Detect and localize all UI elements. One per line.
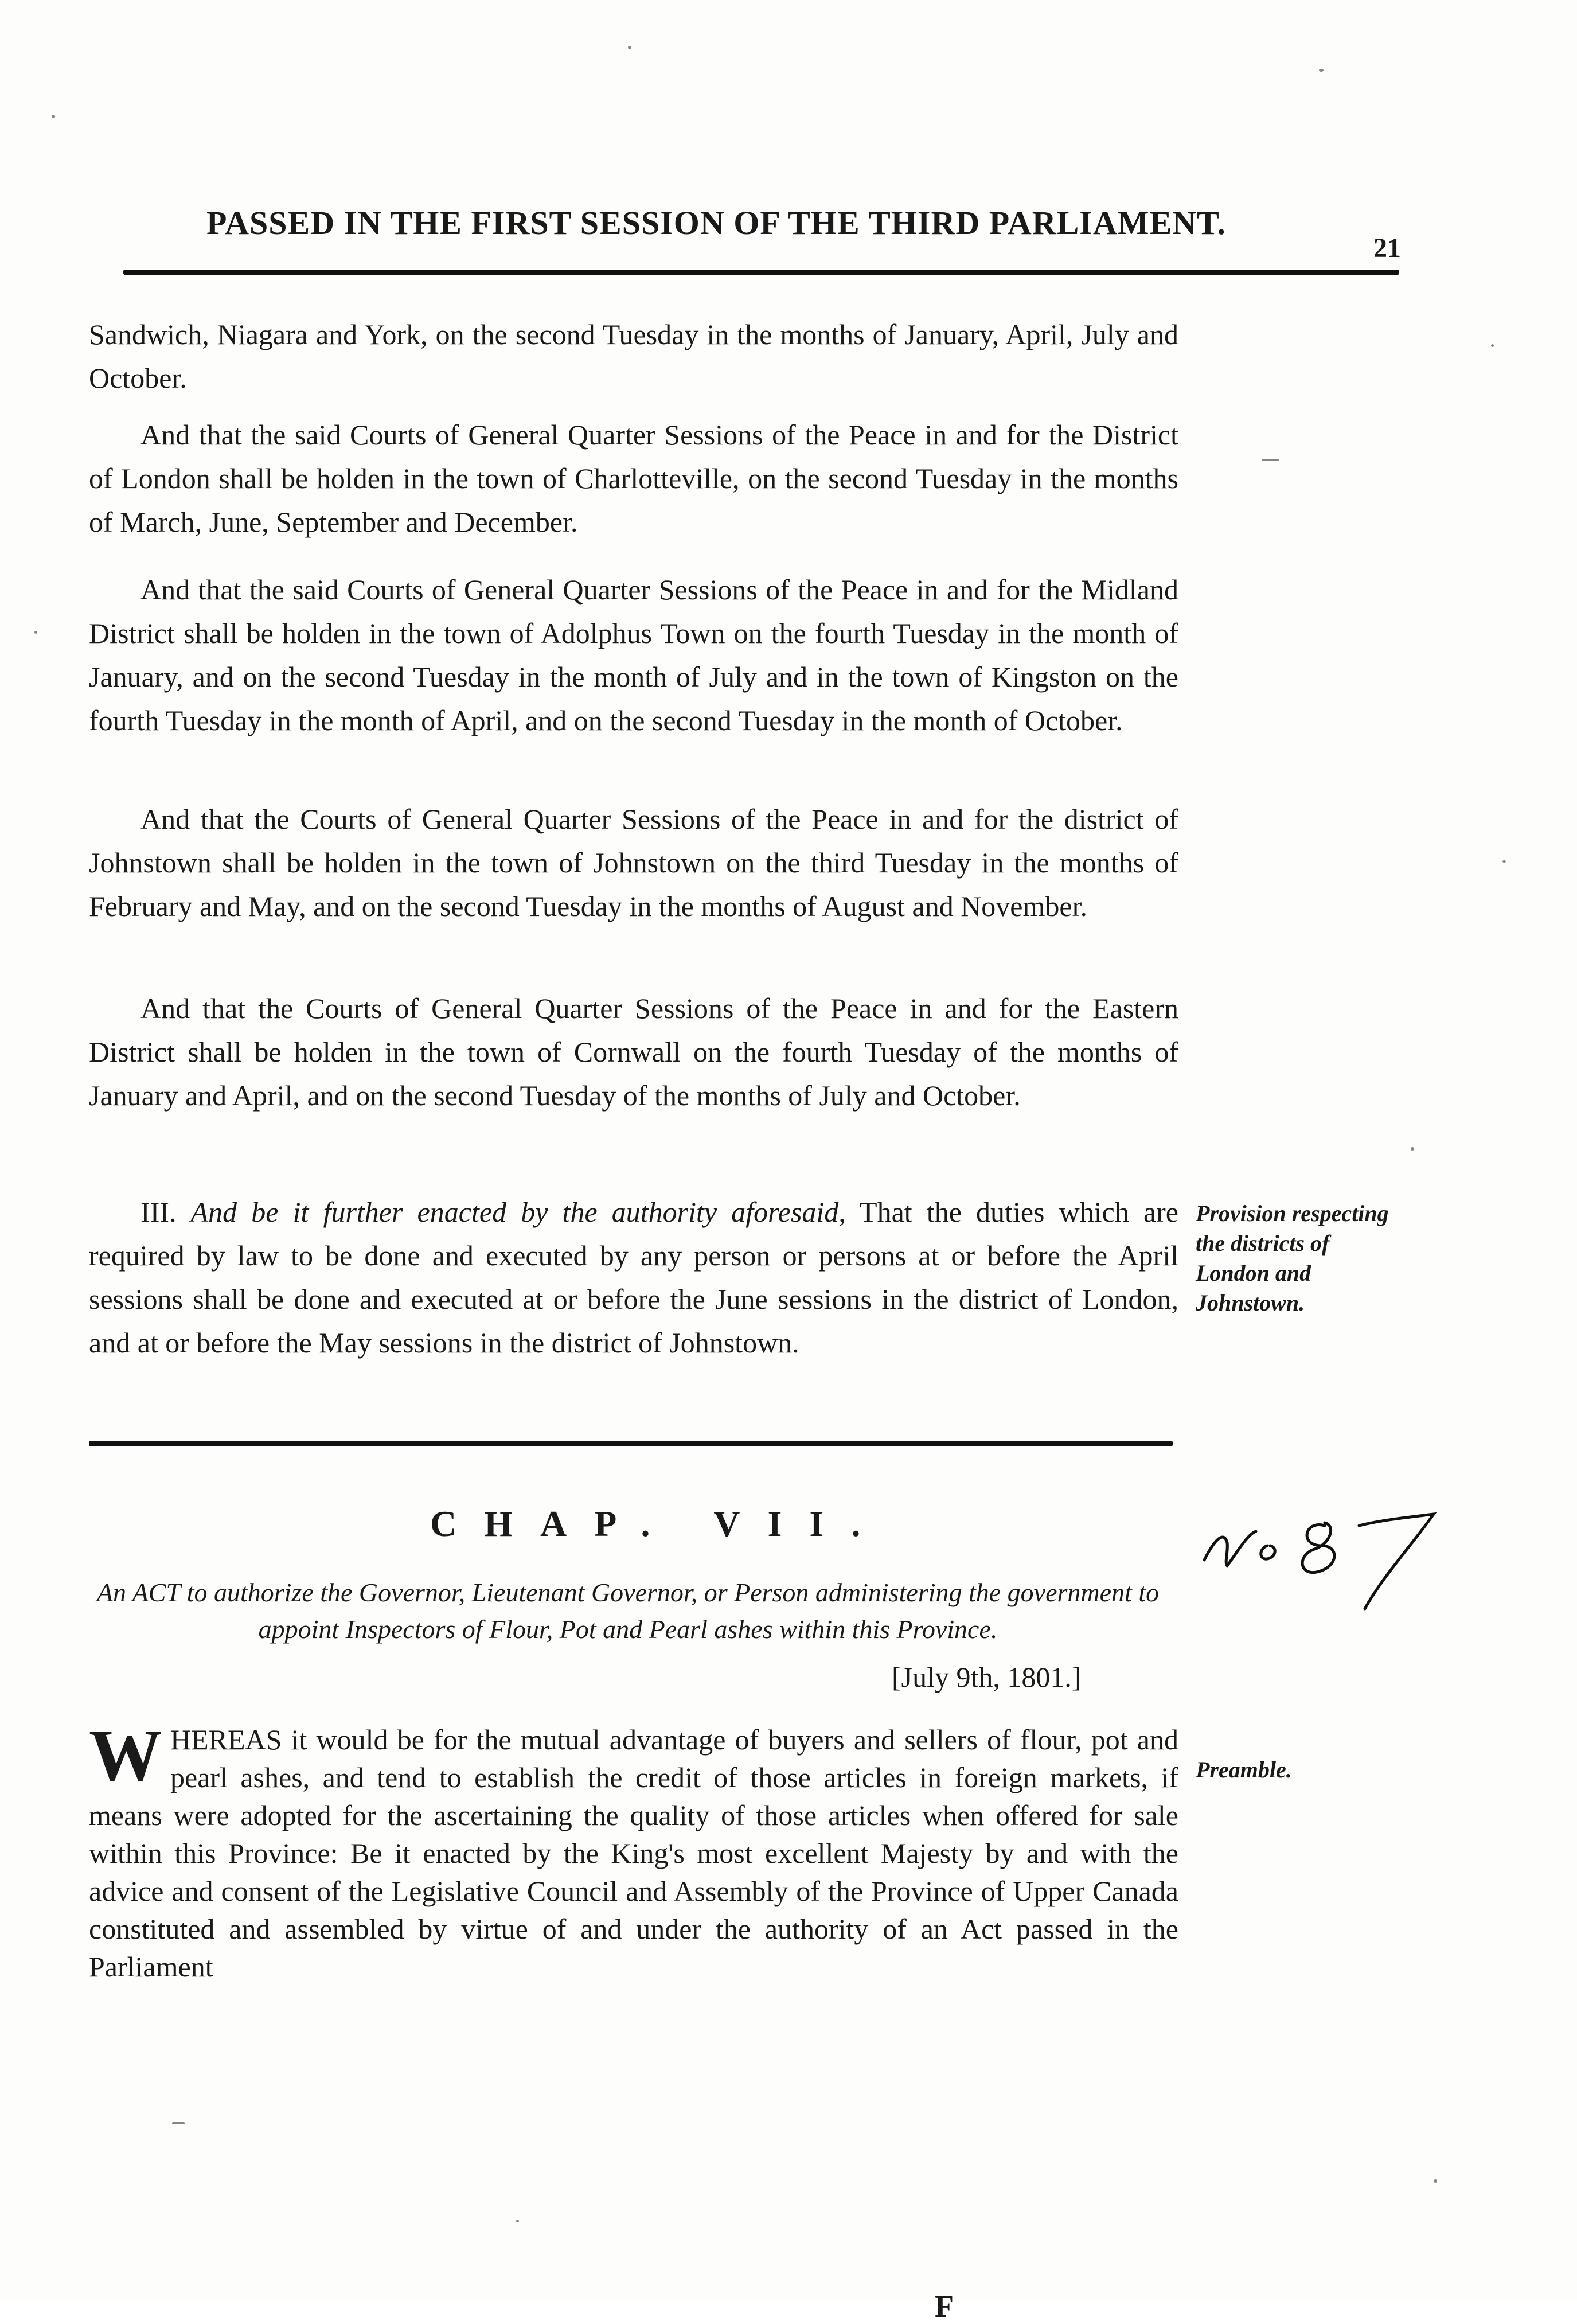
paragraph-eastern-district [89, 986, 1178, 1117]
page-number: 21 [1373, 233, 1401, 263]
scan-speck [172, 2122, 185, 2124]
header-rule [123, 270, 1399, 275]
scan-speck [628, 46, 631, 49]
section-three-text [89, 1190, 1178, 1364]
chapter-title: CHAP. VII. [430, 1503, 888, 1544]
act-title: An ACT to authorize the Governor, Lieutenant Governor, or Person administering the government to appoint Inspectors of Flour, Pot and Pearl ashes within this Province. [96, 1578, 1160, 1644]
scan-speck [34, 631, 37, 634]
scan-speck [1434, 2179, 1437, 2183]
section-body: That the duties which are required by law to be done and executed by any person or persons at or before the April sessions shall be done and executed at or before the June sessions in the district of London, and at or before the May sessions in the district of Johnstown. [89, 1196, 1179, 1359]
paragraph-text: And that the said Courts of General Quarter Sessions of the Peace in and for the Midland District shall be holden in the town of Adolphus Town on the fourth Tuesday in the month of January, and on the second Tuesday in the month of July and in the town of Kingston on the fourth Tuesday in the month of April, and on the second Tuesday in the month of October. [89, 574, 1178, 736]
scan-speck [1491, 344, 1494, 347]
paragraph-text: And that the Courts of General Quarter Sessions of the Peace in and for the Eastern District shall be holden in the town of Cornwall on the fourth Tuesday of the months of January and April, and on the second Tuesday of the months of July and October. [89, 992, 1178, 1112]
scan-speck [1411, 1147, 1414, 1151]
handwritten-annotation [1193, 1491, 1457, 1617]
preamble-paragraph [89, 1714, 1178, 1986]
scan-speck [52, 115, 55, 118]
section-three [89, 1190, 1178, 1364]
act-date: [July 9th, 1801.] [892, 1661, 1082, 1693]
scan-speck [1262, 459, 1279, 461]
section-number: III. [140, 1196, 177, 1228]
enacting-clause: And be it further enacted by the authority aforesaid, [190, 1196, 846, 1228]
scan-speck [1319, 69, 1324, 72]
scan-speck [516, 2220, 519, 2222]
paragraph-text: And that the said Courts of General Quarter Sessions of the Peace in and for the District of London shall be holden in the town of Charlotteville, on the second Tuesday in the months of March, June, September and December. [89, 419, 1178, 538]
signature-mark: F [935, 2289, 954, 2323]
preamble-text: HEREAS it would be for the mutual advantage of buyers and sellers of flour, pot and pearl ashes, and tend to establish the credit of those articles in foreign markets, if means were adopted for the ascertaining the quality of those articles when offered for sale within this Province: Be it enacted by the King's most excellent Majesty by and with the advice and consent of the Legislative Council and Assembly of the Province of Upper Canada constituted and assembled by virtue of and under the authority of an Act passed in the Parliament [89, 1723, 1178, 1983]
drop-cap: W [89, 1714, 162, 1796]
scan-speck [1502, 860, 1506, 863]
margin-note-preamble: Preamble. [1196, 1757, 1292, 1783]
paragraph-london-district [89, 413, 1178, 544]
margin-note-provision: Provision respecting the districts of London and Johnstown. [1196, 1200, 1389, 1316]
paragraph-text: And that the Courts of General Quarter Sessions of the Peace in and for the district of Johnstown shall be holden in the town of Johnstown on the third Tuesday in the months of February and May, and on the second Tuesday in the months of August and November. [89, 803, 1178, 922]
paragraph-midland-district [89, 568, 1178, 742]
paragraph-text: Sandwich, Niagara and York, on the second Tuesday in the months of January, April, July and October. [89, 318, 1178, 394]
running-head: PASSED IN THE FIRST SESSION OF THE THIRD PARLIAMENT. [206, 204, 1226, 241]
paragraph-johnstown-district [89, 797, 1178, 928]
section-divider-rule [89, 1441, 1173, 1446]
paragraph-continuation [89, 313, 1178, 400]
